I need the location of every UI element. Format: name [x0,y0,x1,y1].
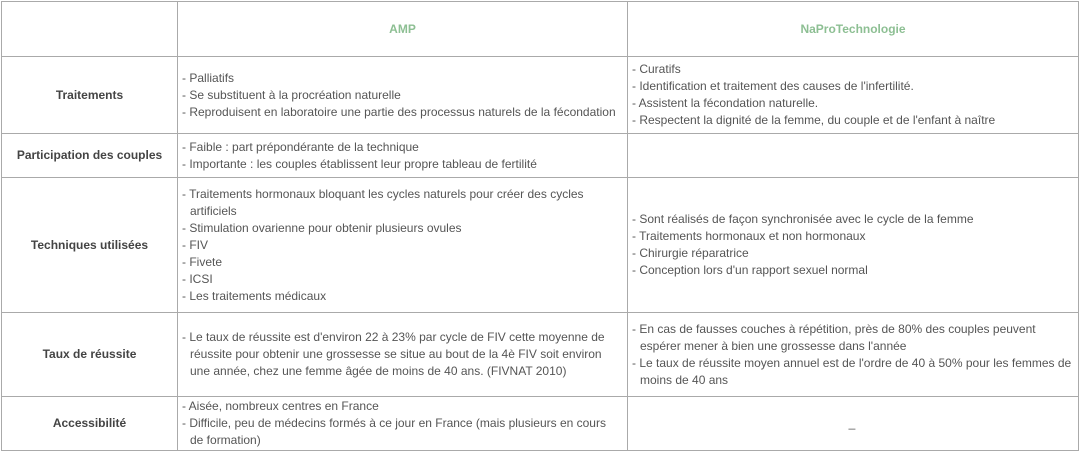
row-label: Techniques utilisées [2,178,178,313]
amp-cell [178,57,628,134]
row-label: Accessibilité [2,397,178,451]
header-corner-cell [2,2,178,57]
list-item: - Difficile, peu de médecins formés à ce jour en France (mais plusieurs en cours de formation) [182,415,621,449]
napro-cell-placeholder: _ [628,397,1079,451]
list-item: - Fivete [182,254,621,271]
napro-cell [628,178,1079,313]
napro-cell [628,313,1079,397]
amp-cell [178,134,628,178]
table-row-accessibilite [2,397,1079,451]
list-item: - ICSI [182,271,621,288]
list-item: - Le taux de réussite moyen annuel est de l'ordre de 40 à 50% pour les femmes de moins de 40 ans [632,355,1072,389]
header-amp: AMP [178,2,628,57]
list-item: - Curatifs [632,61,1072,78]
list-item: - Stimulation ovarienne pour obtenir plusieurs ovules [182,220,621,237]
list-item: - Importante : les couples établissent leur propre tableau de fertilité [182,156,621,173]
table-row-techniques [2,178,1079,313]
table-row-traitements [2,57,1079,134]
napro-cell-empty [628,134,1079,178]
list-item: - Traitements hormonaux bloquant les cycles naturels pour créer des cycles artificiels [182,186,621,220]
list-item: - Palliatifs [182,70,621,87]
header-row [2,2,1079,57]
header-naprotechnologie: NaProTechnologie [628,2,1079,57]
comparison-table [1,1,1079,451]
row-label: Taux de réussite [2,313,178,397]
list-item: - FIV [182,237,621,254]
row-label: Traitements [2,57,178,134]
row-label: Participation des couples [2,134,178,178]
table-row-taux [2,313,1079,397]
list-item: - Reproduisent en laboratoire une partie des processus naturels de la fécondation [182,104,621,121]
list-item: - Se substituent à la procréation naturelle [182,87,621,104]
list-item: - Sont réalisés de façon synchronisée avec le cycle de la femme [632,211,1072,228]
amp-cell [178,313,628,397]
list-item: - Faible : part prépondérante de la technique [182,139,621,156]
list-item: - Identification et traitement des causes de l'infertilité. [632,78,1072,95]
table-row-participation [2,134,1079,178]
list-item: - Conception lors d'un rapport sexuel normal [632,262,1072,279]
list-item: - Traitements hormonaux et non hormonaux [632,228,1072,245]
napro-cell [628,57,1079,134]
list-item: - Assistent la fécondation naturelle. [632,95,1072,112]
list-item: - Respectent la dignité de la femme, du couple et de l'enfant à naître [632,112,1072,129]
amp-cell [178,397,628,451]
list-item: - Aisée, nombreux centres en France [182,398,621,415]
amp-cell [178,178,628,313]
list-item: - Le taux de réussite est d'environ 22 à 23% par cycle de FIV cette moyenne de réussite pour obtenir une grossesse se situe au bout de la 4è FIV soit environ une année, chez une femme âgée de moins de 40 ans. (FIVNAT 2010) [182,329,621,380]
list-item: - Chirurgie réparatrice [632,245,1072,262]
list-item: - Les traitements médicaux [182,288,621,305]
list-item: - En cas de fausses couches à répétition, près de 80% des couples peuvent espérer mener à bien une grossesse dans l'année [632,321,1072,355]
